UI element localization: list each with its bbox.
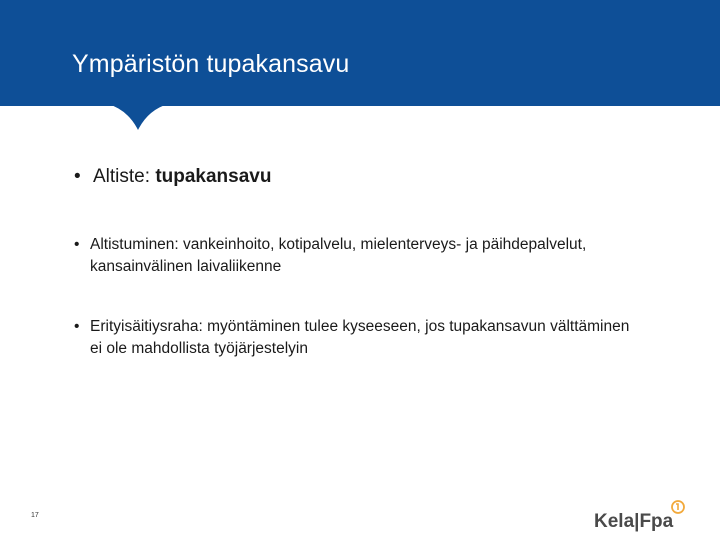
slide-title: Ympäristön tupakansavu xyxy=(72,50,350,78)
logo-text: Kela|Fpa xyxy=(594,511,674,532)
bullet-altiste xyxy=(74,166,271,188)
bullet-label: Altiste: xyxy=(93,166,156,187)
bullet-altistuminen xyxy=(74,234,634,278)
bullet-marker: • xyxy=(74,166,81,187)
kela-fpa-logo xyxy=(594,499,694,533)
bullet-marker: • xyxy=(74,236,80,253)
bullet-marker: • xyxy=(74,318,80,335)
bullet-text: Altistuminen: vankeinhoito, kotipalvelu, mielenterveys- ja päihdepalvelut, kansainvälinen laivaliikenne xyxy=(90,236,587,275)
bullet-erityisaitiysraha xyxy=(74,316,634,360)
bullet-text: Erityisäitiysraha: myöntäminen tulee kyseeseen, jos tupakansavun välttäminen ei ole mahdollista työjärjestelyin xyxy=(90,318,630,357)
header-notch-decoration xyxy=(0,104,720,134)
logo-badge-mark xyxy=(676,504,678,510)
bullet-emphasis: tupakansavu xyxy=(155,166,272,187)
bullet-text xyxy=(74,166,271,188)
page-number: 17 xyxy=(31,512,39,519)
